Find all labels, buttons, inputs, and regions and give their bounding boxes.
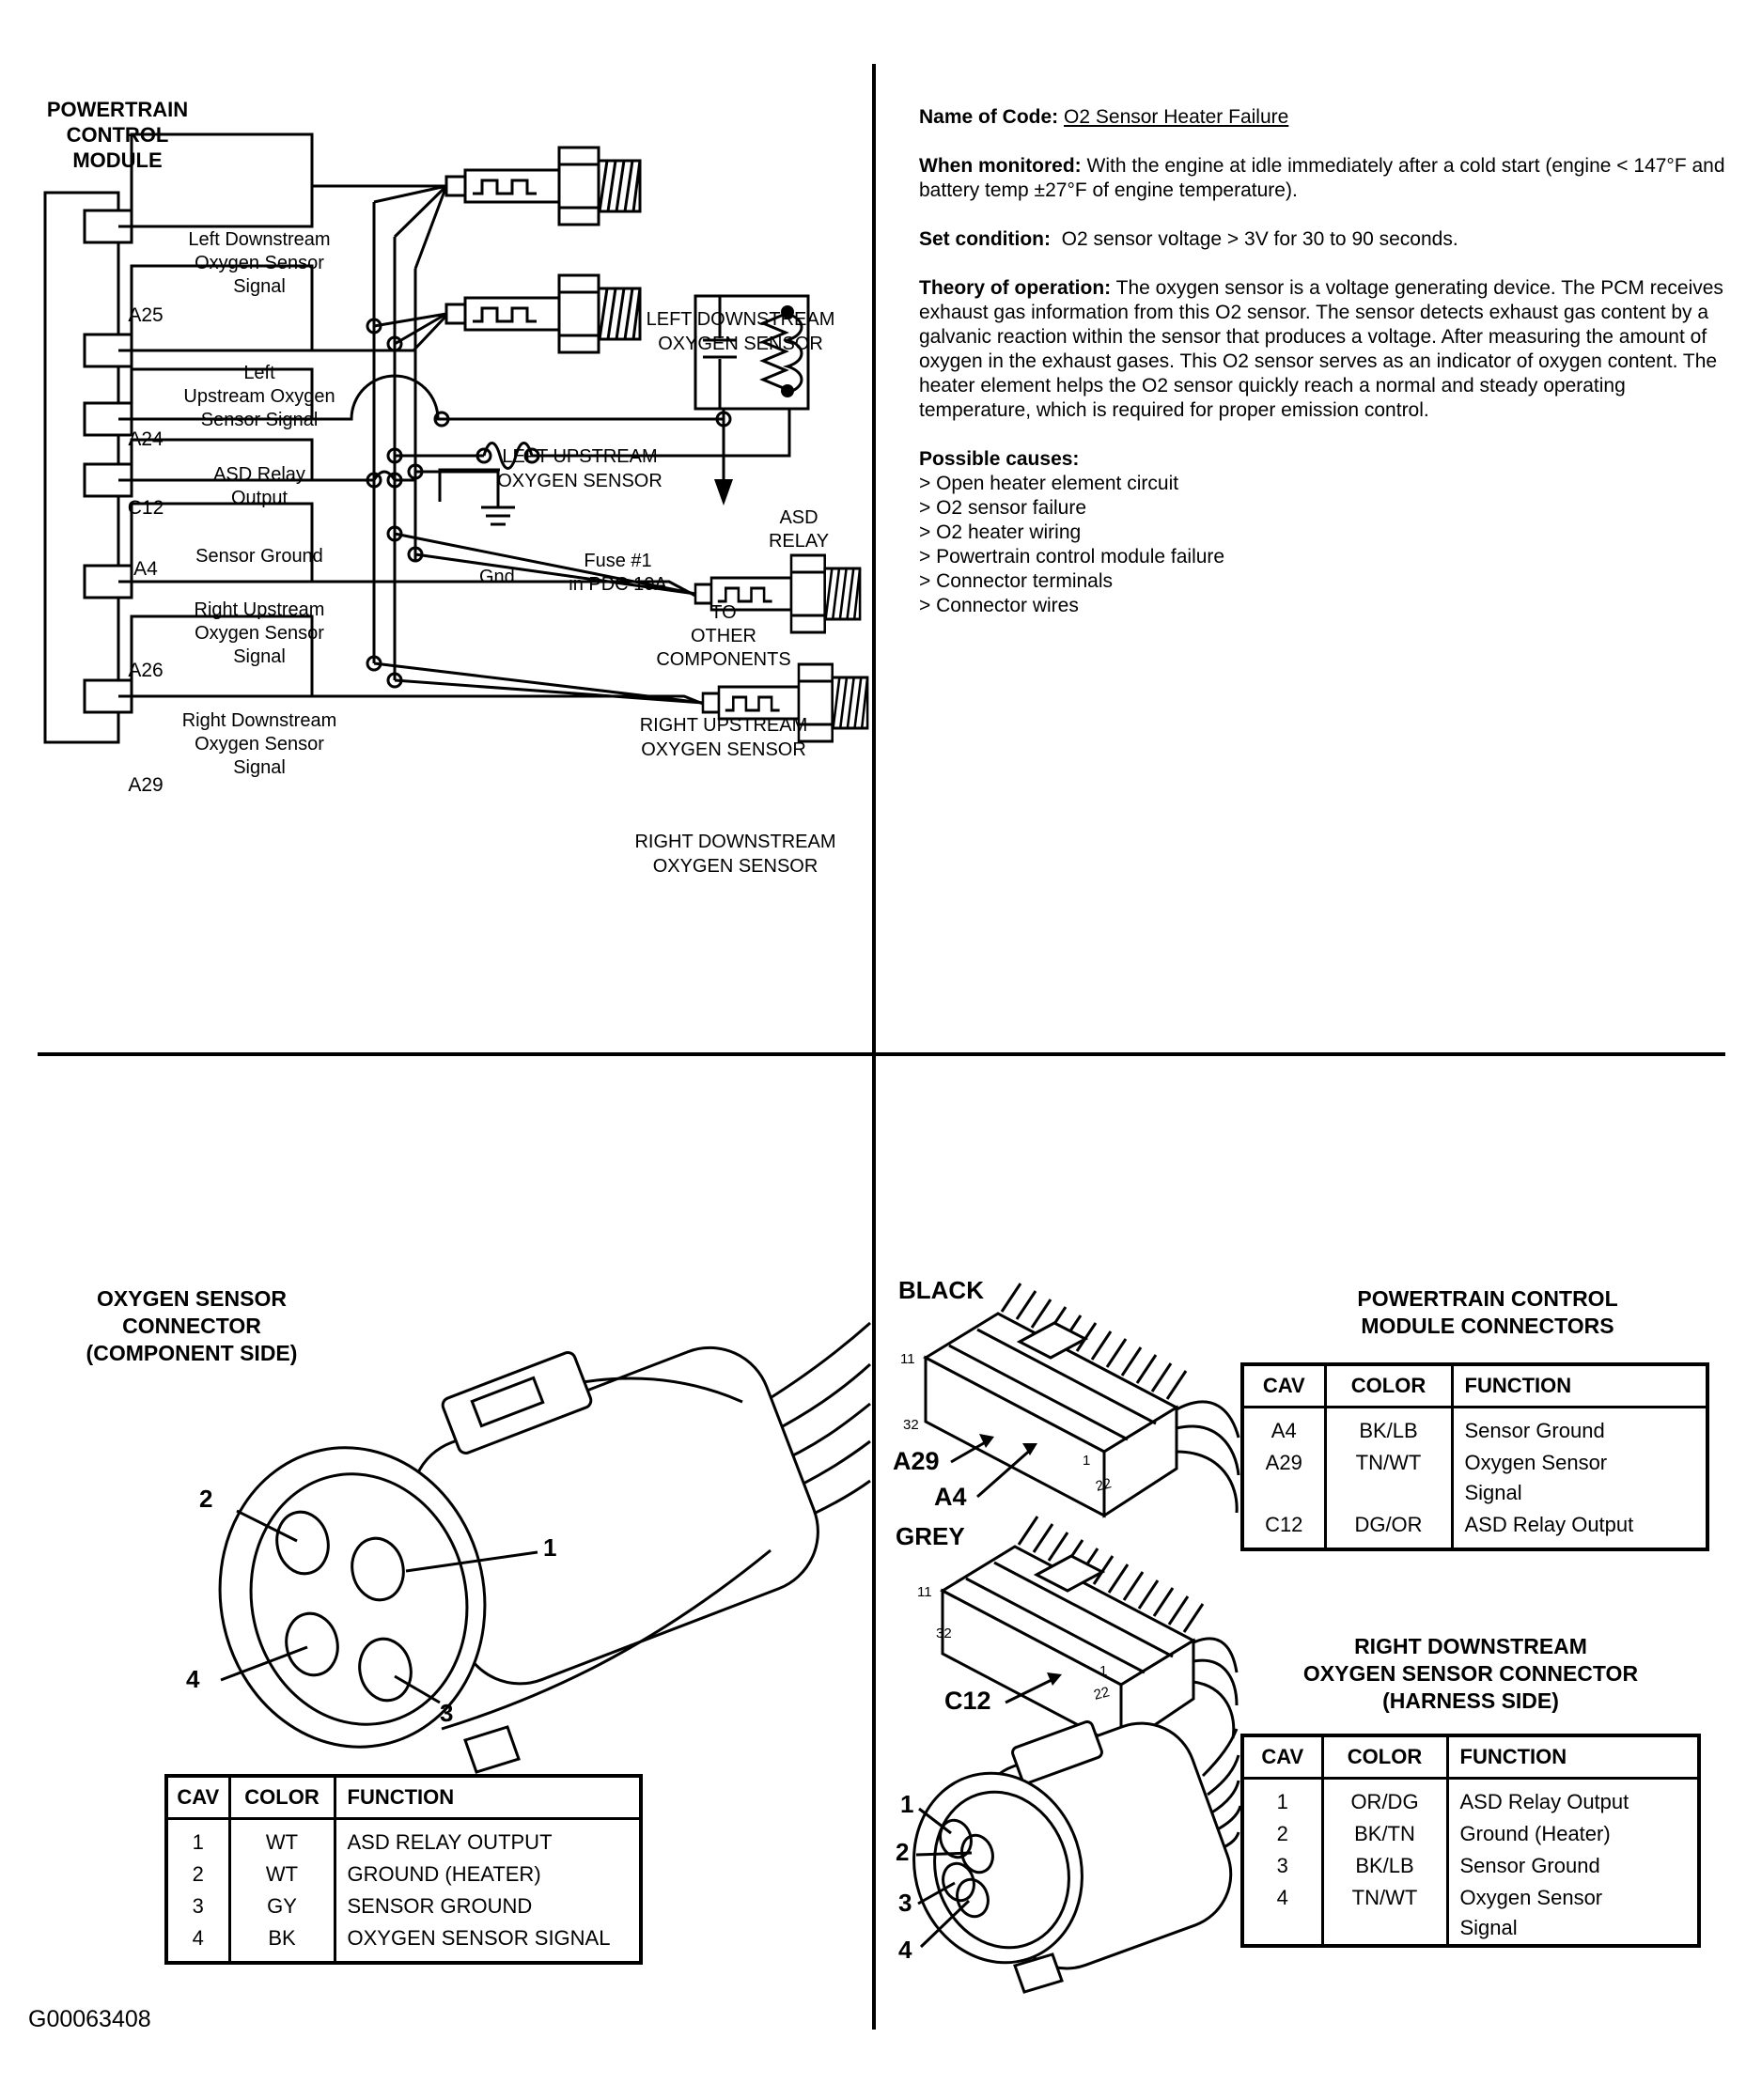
set-condition-para <box>919 227 1729 252</box>
component-pin-2: 2 <box>199 1485 213 1513</box>
grey-corner-22: 22 <box>1092 1684 1112 1703</box>
label-right-downstream-sensor: RIGHT DOWNSTREAM OXYGEN SENSOR <box>634 832 836 877</box>
label-asd-relay-output: ASD Relay Output <box>213 464 305 508</box>
bus-lines <box>374 202 415 680</box>
pcm-connector-drawings <box>888 1292 1250 2015</box>
table-row: 2 BK/TN Ground (Heater) <box>1242 1818 1699 1850</box>
label-sensor-ground: Sensor Ground <box>195 546 323 567</box>
black-connector <box>926 1283 1239 1516</box>
pin-a26: A26 <box>128 660 164 681</box>
pin-a29: A29 <box>128 774 164 796</box>
name-of-code-label: Name of Code: <box>919 106 1059 128</box>
bottom-tab <box>465 1727 519 1772</box>
pin-c12: C12 <box>127 497 164 519</box>
table-row: 1 WT ASD RELAY OUTPUT <box>166 1819 641 1859</box>
grey-corner-11: 11 <box>917 1584 932 1600</box>
harness-side-table: CAV COLOR FUNCTION 1 OR/DG ASD Relay Output 2 BK/TN Ground (Heater) 3 BK/LB Sensor Ground 4 TN/WT Oxygen Sensor Signal <box>1240 1734 1701 1948</box>
pin-a24: A24 <box>128 428 164 450</box>
col-cav: CAV <box>166 1776 229 1819</box>
label-right-downstream-signal: Right Downstream Oxygen Sensor Signal <box>181 710 337 778</box>
table-row: 4 BK OXYGEN SENSOR SIGNAL <box>166 1922 641 1963</box>
pcm-connectors-table: CAV COLOR FUNCTION A4 BK/LB Sensor Ground A29 TN/WT Oxygen Sensor Signal C12 DG/OR ASD Relay Output <box>1240 1362 1709 1551</box>
col-function: FUNCTION <box>335 1776 641 1819</box>
cause-item: > Open heater element circuit <box>919 473 1179 494</box>
label-asd-relay: ASD RELAY <box>768 507 830 552</box>
pcm-title: POWERTRAIN CONTROL MODULE <box>46 98 189 172</box>
theory-para <box>919 276 1729 423</box>
black-corner-11: 11 <box>900 1351 915 1367</box>
cause-item: > O2 heater wiring <box>919 521 1082 543</box>
harness-pin-3: 3 <box>898 1889 912 1917</box>
theory-text: The oxygen sensor is a voltage generating device. The PCM receives exhaust gas information from this O2 sensor. The sensor detects exhaust gas content by a galvanic reaction within the sensor that produces a voltage. After measuring the amount of oxygen in the exhaust gases. This O2 sensor serves as an indicator of oxygen content. The heater element helps the O2 sensor quickly reach a normal and steady operating temperature, which is required for proper emission control. <box>919 277 1723 421</box>
table-row: C12 DG/OR ASD Relay Output <box>1242 1509 1707 1549</box>
component-side-table <box>164 1774 643 1965</box>
harness-pin-2: 2 <box>896 1838 910 1866</box>
cause-item: > Powertrain control module failure <box>919 546 1225 568</box>
possible-causes-label: Possible causes: <box>919 448 1080 470</box>
name-of-code-value: O2 Sensor Heater Failure <box>1064 106 1289 128</box>
component-side-title: OXYGEN SENSOR CONNECTOR (COMPONENT SIDE) <box>86 1286 298 1365</box>
label-left-upstream-signal: Left Upstream Oxygen Sensor Signal <box>183 363 335 430</box>
name-of-code-line <box>919 105 1729 130</box>
table-row: 4 TN/WT Oxygen Sensor Signal <box>1242 1882 1699 1946</box>
table-row: A4 BK/LB Sensor Ground <box>1242 1408 1707 1448</box>
when-monitored-text: With the engine at idle immediately after a cold start (engine < 147°F and battery temp ±27°F of engine temperature). <box>919 155 1725 201</box>
black-corner-1: 1 <box>1083 1453 1091 1469</box>
callout-a29: A29 <box>893 1447 940 1475</box>
label-to-other-components: TO OTHER COMPONENTS <box>656 602 791 670</box>
harness-side-title: RIGHT DOWNSTREAM OXYGEN SENSOR CONNECTOR (HARNESS SIDE) <box>1302 1634 1639 1713</box>
black-connector-label: BLACK <box>898 1276 984 1304</box>
set-condition-text: O2 sensor voltage > 3V for 30 to 90 seconds. <box>1061 228 1458 250</box>
grey-corner-1: 1 <box>1099 1663 1108 1679</box>
black-corner-32: 32 <box>903 1417 919 1433</box>
harness-connector <box>890 1708 1246 1992</box>
possible-causes <box>919 447 1729 618</box>
pcm-box <box>45 193 132 742</box>
set-condition-label: Set condition: <box>919 228 1051 250</box>
grey-corner-32: 32 <box>936 1626 952 1641</box>
component-side-connector-drawing <box>169 1306 879 1818</box>
wire-sweeps <box>1177 1402 1239 1513</box>
wire-a25 <box>118 186 446 226</box>
when-monitored-label: When monitored: <box>919 155 1082 177</box>
table-row: 3 GY SENSOR GROUND <box>166 1890 641 1922</box>
black-corner-22: 22 <box>1094 1475 1114 1495</box>
theory-label: Theory of operation: <box>919 277 1112 299</box>
label-right-upstream-sensor: RIGHT UPSTREAM OXYGEN SENSOR <box>639 715 808 760</box>
down-arrowhead <box>714 479 733 506</box>
callout-a4: A4 <box>934 1483 967 1511</box>
table-row: 1 OR/DG ASD Relay Output <box>1242 1779 1699 1819</box>
fan-s1 <box>374 186 446 269</box>
figure-code: G00063408 <box>28 2006 151 2032</box>
label-left-downstream-signal: Left Downstream Oxygen Sensor Signal <box>188 229 331 297</box>
col-color: COLOR <box>229 1776 335 1819</box>
cause-item: > Connector wires <box>919 595 1079 616</box>
component-pin-4: 4 <box>186 1665 200 1693</box>
label-right-upstream-signal: Right Upstream Oxygen Sensor Signal <box>194 599 325 667</box>
when-monitored-para <box>919 154 1729 203</box>
grey-connector-label: GREY <box>896 1522 965 1550</box>
table-row: 2 WT GROUND (HEATER) <box>166 1859 641 1890</box>
left-upstream-sensor-symbol <box>446 275 640 352</box>
table-row: 3 BK/LB Sensor Ground <box>1242 1850 1699 1882</box>
cause-item: > O2 sensor failure <box>919 497 1087 519</box>
table-row: A29 TN/WT Oxygen Sensor Signal <box>1242 1447 1707 1509</box>
label-fuse: Fuse #1 in PDC 10A <box>569 551 667 595</box>
code-description <box>919 105 1729 618</box>
pcm-connectors-title: POWERTRAIN CONTROL MODULE CONNECTORS <box>1357 1286 1618 1338</box>
pin-a25: A25 <box>128 304 164 326</box>
harness-pin-4: 4 <box>898 1936 912 1964</box>
callout-c12: C12 <box>944 1687 991 1715</box>
left-downstream-sensor-symbol <box>446 148 640 225</box>
component-pin-3: 3 <box>440 1699 454 1727</box>
label-left-upstream-sensor: LEFT UPSTREAM OXYGEN SENSOR <box>497 446 663 491</box>
cause-item: > Connector terminals <box>919 570 1114 592</box>
harness-pin-1: 1 <box>900 1790 914 1818</box>
label-gnd: Gnd <box>479 567 515 587</box>
horizontal-divider <box>38 1052 1725 1056</box>
component-pin-1: 1 <box>543 1533 557 1562</box>
pin-a4: A4 <box>133 558 158 580</box>
label-left-downstream-sensor: LEFT DOWNSTREAM OXYGEN SENSOR <box>646 309 835 354</box>
